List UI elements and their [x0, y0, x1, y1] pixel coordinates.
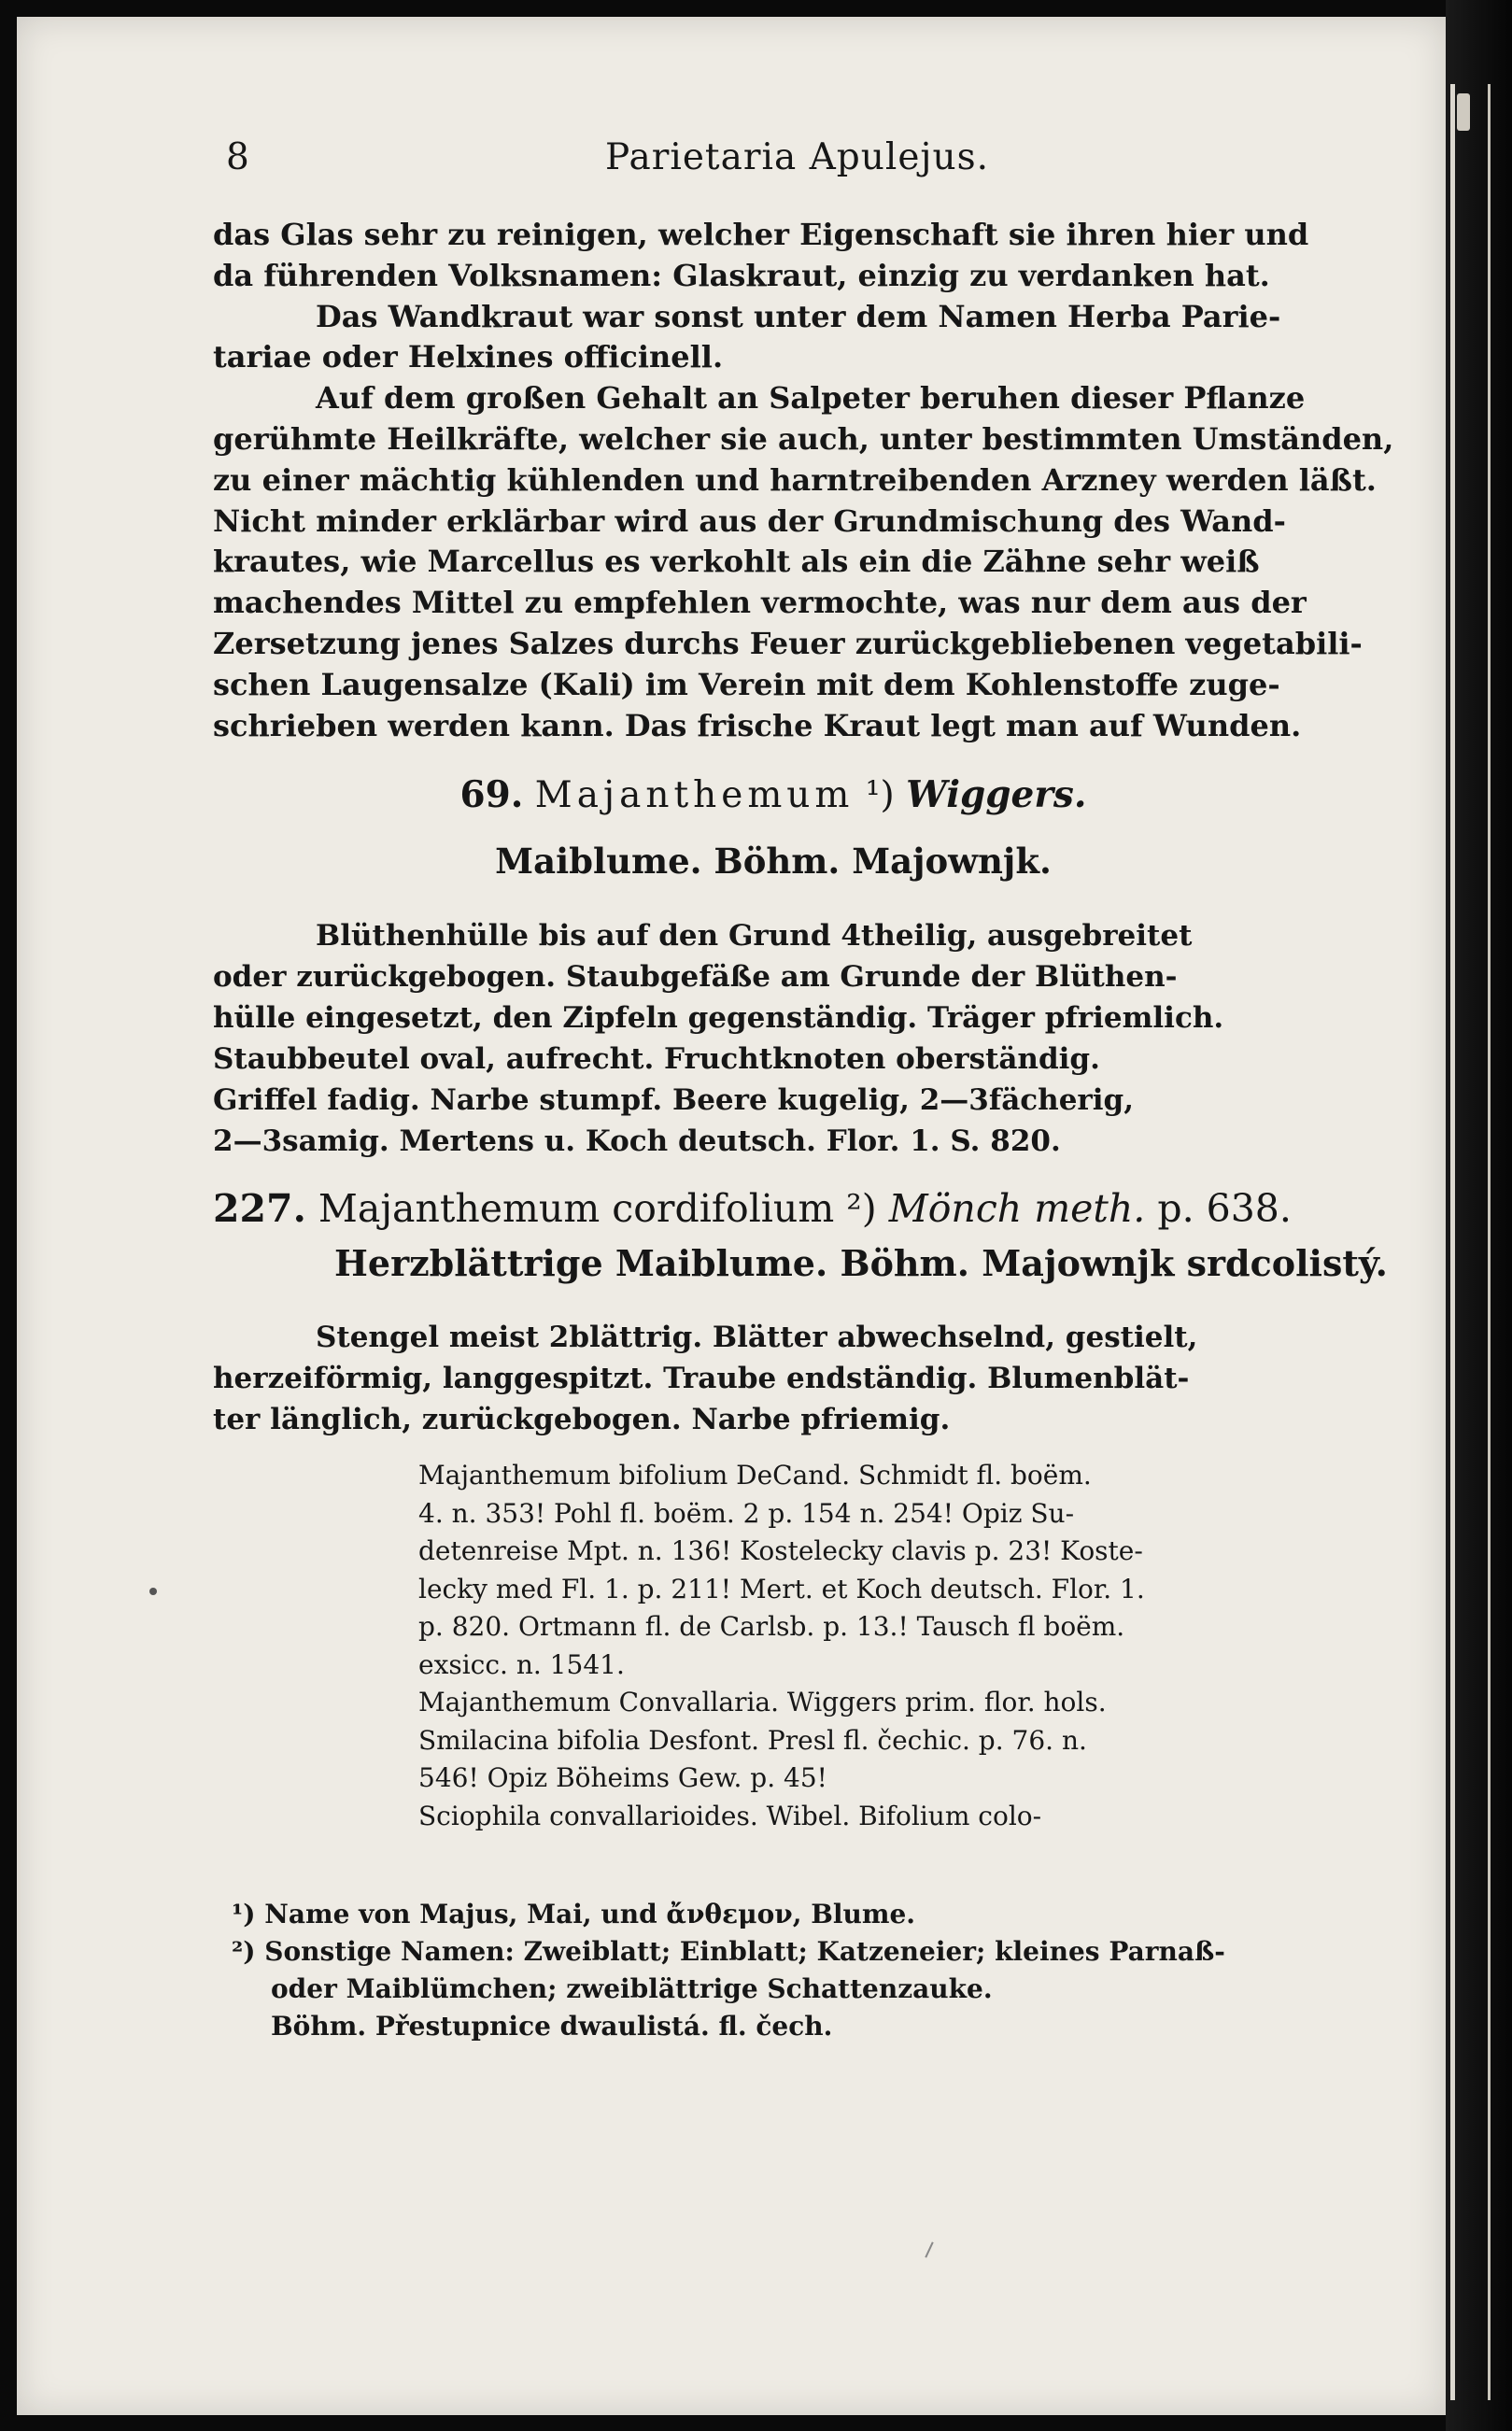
footnote-2: ²) Sonstige Namen: Zweiblatt; Einblatt; Katzeneier; kleines Parnaß-	[232, 1936, 1225, 1967]
text-line: da führenden Volksnamen: Glaskraut, einzig zu verdanken hat.	[213, 257, 1270, 293]
genus-author: Wiggers.	[906, 773, 1087, 816]
species-common-name: Herzblättrige Maiblume. Böhm. Majownjk srdcolistý.	[334, 1242, 1388, 1284]
species-name: Majanthemum cordifolium	[318, 1186, 835, 1231]
paragraph-intro	[213, 215, 1394, 746]
page-header	[213, 136, 1334, 183]
synonym-line: exsicc. n. 1541.	[418, 1648, 625, 1680]
running-title: Parietaria Apulejus.	[605, 136, 990, 178]
footnote-ref: ²)	[846, 1186, 877, 1231]
synonym-line: detenreise Mpt. n. 136! Kostelecky clavis p. 23! Koste-	[418, 1535, 1143, 1566]
text-line: Nicht minder erklärbar wird aus der Grundmischung des Wand-	[213, 502, 1286, 539]
text-line: krautes, wie Marcellus es verkohlt als ein die Zähne sehr weiß	[213, 544, 1260, 580]
footnote-2-cont: Böhm. Přestupnice dwaulistá. fl. čech.	[271, 2011, 833, 2042]
synonym-line: 546! Opiz Böheims Gew. p. 45!	[418, 1762, 827, 1793]
text-line: Das Wandkraut war sonst unter dem Namen Herba Parie-	[316, 298, 1281, 334]
text-line: ter länglich, zurückgebogen. Narbe pfriemig.	[213, 1403, 951, 1436]
genus-name: Majanthemum	[534, 774, 855, 816]
text-line: machendes Mittel zu empfehlen vermochte, was nur dem aus der	[213, 585, 1307, 621]
genus-heading	[213, 773, 1334, 816]
footnotes	[232, 1896, 1324, 2045]
synonym-line: Smilacina bifolia Desfont. Presl fl. čechic. p. 76. n.	[418, 1724, 1087, 1756]
genus-description	[213, 915, 1334, 1162]
synonym-line: Sciophila convallarioides. Wibel. Bifolium colo-	[418, 1800, 1042, 1831]
text-line: Stengel meist 2blättrig. Blätter abwechselnd, gestielt,	[316, 1321, 1198, 1354]
edge-mark	[1457, 93, 1470, 131]
species-author: Mönch meth.	[888, 1186, 1146, 1231]
page-edge-shadow	[1446, 0, 1512, 2431]
species-description	[213, 1317, 1334, 1440]
text-line: Blüthenhülle bis auf den Grund 4theilig, ausgebreitet	[316, 919, 1193, 953]
synonym-line: Majanthemum Convallaria. Wiggers prim. flor. hols.	[418, 1687, 1107, 1717]
text-line: Auf dem großen Gehalt an Salpeter beruhen dieser Pflanze	[316, 380, 1306, 417]
text-line: schen Laugensalze (Kali) im Verein mit dem Kohlenstoffe zuge-	[213, 666, 1280, 702]
stray-mark	[149, 1588, 157, 1595]
text-line: tariae oder Helxines officinell.	[213, 339, 724, 375]
footnote-2-cont: oder Maiblümchen; zweiblättrige Schattenzauke.	[271, 1973, 993, 2004]
genus-number: 69.	[459, 773, 524, 816]
species-number: 227.	[213, 1186, 306, 1231]
text-line: gerühmte Heilkräfte, welcher sie auch, unter bestimmten Umständen,	[213, 420, 1394, 457]
text-line: zu einer mächtig kühlenden und harntreibenden Arzney werden läßt.	[213, 461, 1377, 498]
text-line: Griffel fadig. Narbe stumpf. Beere kugelig, 2—3fächerig,	[213, 1083, 1135, 1117]
page-edge-line-2	[1488, 84, 1491, 2400]
text-line: das Glas sehr zu reinigen, welcher Eigenschaft sie ihren hier und	[213, 217, 1309, 252]
footnote-ref: ¹)	[865, 774, 895, 816]
text-line: schrieben werden kann. Das frische Kraut legt man auf Wunden.	[213, 707, 1302, 743]
page-edge-line	[1450, 84, 1455, 2400]
synonymy-list	[418, 1457, 1332, 1835]
synonym-line: Majanthemum bifolium DeCand. Schmidt fl. boëm.	[418, 1460, 1092, 1491]
text-line: hülle eingesetzt, den Zipfeln gegenständig. Träger pfriemlich.	[213, 1001, 1224, 1035]
genus-common-name: Maiblume. Böhm. Majownjk.	[495, 841, 1052, 882]
page-number: 8	[226, 136, 249, 178]
text-line: Zersetzung jenes Salzes durchs Feuer zurückgebliebenen vegetabili-	[213, 625, 1363, 661]
text-line: oder zurückgebogen. Staubgefäße am Grunde der Blüthen-	[213, 960, 1178, 994]
synonym-line: lecky med Fl. 1. p. 211! Mert. et Koch deutsch. Flor. 1.	[418, 1573, 1145, 1604]
text-line: Staubbeutel oval, aufrecht. Fruchtknoten oberständig.	[213, 1042, 1100, 1076]
synonym-line: 4. n. 353! Pohl fl. boëm. 2 p. 154 n. 254! Opiz Su-	[418, 1497, 1075, 1529]
species-reference: p. 638.	[1157, 1186, 1292, 1231]
synonym-line: p. 820. Ortmann fl. de Carlsb. p. 13.! Tausch fl boëm.	[418, 1611, 1125, 1642]
footnote-1: ¹) Name von Majus, Mai, und ἄνθεμον, Blume.	[232, 1899, 916, 1929]
species-heading	[213, 1186, 1334, 1231]
text-line: 2—3samig. Mertens u. Koch deutsch. Flor. 1. S. 820.	[213, 1124, 1061, 1158]
text-line: herzeiförmig, langgespitzt. Traube endständig. Blumenblät-	[213, 1362, 1190, 1395]
